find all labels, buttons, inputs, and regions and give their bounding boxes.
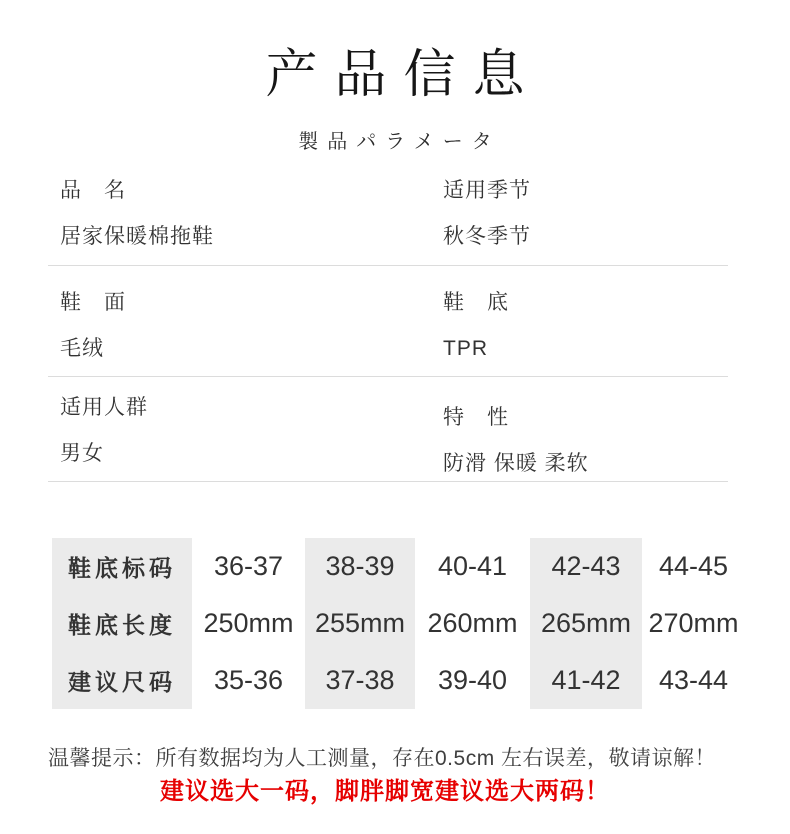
- spec-section-upper-sole: [48, 266, 728, 377]
- spec-section-name-season: [48, 166, 728, 266]
- label-features: 特 性: [443, 406, 509, 429]
- spec-cell-audience: [48, 397, 443, 464]
- notice-text: 温馨提示：所有数据均为人工测量，存在0.5cm 左右误差，敬请谅解！: [48, 747, 717, 770]
- size-table-cell: 43-44: [658, 665, 729, 695]
- size-table-row-header: 建议尺码: [52, 652, 192, 709]
- size-table-cell: 270mm: [648, 608, 739, 638]
- spec-section-audience-features: [48, 377, 728, 482]
- size-table-cell: 265mm: [530, 595, 642, 652]
- size-table-cell: 39-40: [437, 665, 508, 695]
- spec-cell-features: [443, 407, 728, 474]
- spec-list: [48, 166, 728, 482]
- value-sole-material: TPR: [443, 337, 488, 360]
- size-table-row-sole-length: [52, 595, 745, 652]
- value-season: 秋冬季节: [443, 225, 531, 248]
- value-features: 防滑 保暖 柔软: [443, 452, 589, 475]
- size-table-row-sole-size: [52, 538, 745, 595]
- page-subtitle: 製品パラメータ: [298, 129, 501, 153]
- size-table-row-header: 鞋底标码: [52, 538, 192, 595]
- label-sole-material: 鞋 底: [443, 291, 509, 314]
- size-table-row-header: 鞋底长度: [52, 595, 192, 652]
- size-table-cell: 38-39: [305, 538, 415, 595]
- size-table-cell: 44-45: [658, 551, 729, 581]
- spec-cell-product-name: [48, 180, 443, 247]
- size-table-row-suggested-size: [52, 652, 745, 709]
- header: [0, 0, 790, 153]
- footer-notes: [48, 746, 790, 805]
- size-table: [52, 538, 745, 709]
- label-upper-material: 鞋 面: [60, 291, 126, 314]
- spec-cell-sole: [443, 292, 728, 359]
- value-audience: 男女: [60, 442, 104, 465]
- size-table-cell: 35-36: [213, 665, 284, 695]
- size-table-cell: 40-41: [437, 551, 508, 581]
- value-product-name: 居家保暖棉拖鞋: [60, 225, 214, 248]
- page-title: 产品信息: [265, 45, 542, 105]
- size-table-cell: 260mm: [427, 608, 518, 638]
- size-table-cell: 42-43: [530, 538, 642, 595]
- size-table-cell: 41-42: [530, 652, 642, 709]
- size-table-cell: 250mm: [203, 608, 294, 638]
- size-table-cell: 255mm: [305, 595, 415, 652]
- value-upper-material: 毛绒: [60, 337, 104, 360]
- warning-text: 建议选大一码，脚胖脚宽建议选大两码！: [160, 778, 610, 805]
- size-table-cell: 37-38: [305, 652, 415, 709]
- label-audience: 适用人群: [60, 396, 148, 419]
- spec-cell-upper: [48, 292, 443, 359]
- size-table-cell: 36-37: [213, 551, 284, 581]
- label-product-name: 品 名: [60, 179, 126, 202]
- label-season: 适用季节: [443, 179, 531, 202]
- spec-cell-season: [443, 180, 728, 247]
